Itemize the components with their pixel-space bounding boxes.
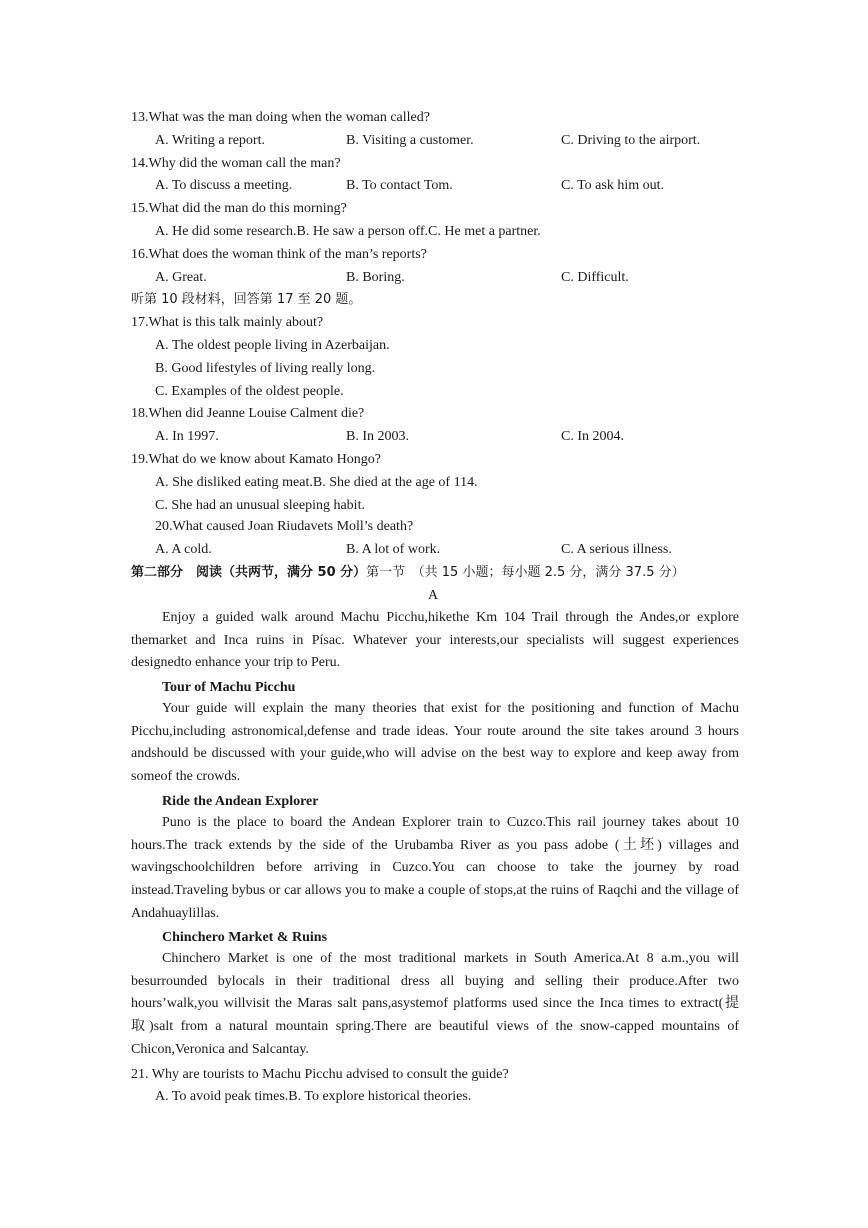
question-15-options: A. He did some research.B. He saw a person off.C. He met a partner. — [155, 224, 541, 239]
passage-intro-text: Enjoy a guided walk around Machu Picchu,hikethe Km 104 Trail through the Andes,or explore themarket and Inca ruins in Písac. Whatever your interests,our specialists will suggest experiences designedto enhance your trip to Peru. — [131, 610, 739, 671]
question-20-option-a: A. A cold. — [155, 542, 212, 557]
question-14-option-a: A. To discuss a meeting. — [155, 178, 293, 193]
paragraph-tour-text: Your guide will explain the many theories that exist for the positioning and function of Machu Picchu,including astronomical,defense and trade ideas. Your route around the site takes around 3 hours andshould be discussed with your guide,who will advise on the best way to explore and keep away from someof the crowds. — [131, 701, 739, 785]
paragraph-chinchero-text: Chinchero Market is one of the most traditional markets in South America.At 8 a.m.,you will besurrounded bylocals in their traditional dress all buying and selling their produce.After two hours’walk,you willvisit the Maras salt pans,asystemof platforms used since the Inca times to extract(提取)salt from a natural mountain spring.There are beautiful views of the snow-capped mountains of Chicon,Veronica and Salcantay. — [131, 951, 739, 1057]
question-17-option-c: C. Examples of the oldest people. — [155, 384, 344, 399]
question-14-option-b: B. To contact Tom. — [346, 178, 453, 193]
paragraph-andean-text: Puno is the place to board the Andean Explorer train to Cuzco.This rail journey takes about 10 hours.The track extends by the side of the Urubamba River as you pass adobe (土坯) villages and wavingschoolchildren before arriving in Cuzco.You can choose to take the journey by road instead.Traveling bybus or car allows you to make a couple of stops,at the ruins of Raqchi and the village of Andahuaylillas. — [131, 815, 739, 921]
question-20-option-b: B. A lot of work. — [346, 542, 441, 557]
question-18-stem: 18.When did Jeanne Louise Calment die? — [131, 406, 365, 421]
question-15-stem: 15.What did the man do this morning? — [131, 201, 347, 216]
question-13-option-c: C. Driving to the airport. — [561, 133, 701, 148]
material-10-instruction: 听第 10 段材料，回答第 17 至 20 题。 — [131, 292, 362, 307]
heading-tour-machu-picchu: Tour of Machu Picchu — [162, 680, 296, 695]
question-20-option-c: C. A serious illness. — [561, 542, 672, 557]
question-20-stem: 20.What caused Joan Riudavets Moll’s death? — [155, 519, 414, 534]
question-19-option-c: C. She had an unusual sleeping habit. — [155, 498, 365, 513]
paragraph-tour — [131, 698, 739, 789]
question-19-stem: 19.What do we know about Kamato Hongo? — [131, 452, 381, 467]
question-17-option-b: B. Good lifestyles of living really long. — [155, 361, 376, 376]
heading-chinchero: Chinchero Market & Ruins — [162, 930, 328, 945]
question-21-stem: 21. Why are tourists to Machu Picchu advised to consult the guide? — [131, 1067, 509, 1082]
question-16-option-a: A. Great. — [155, 270, 207, 285]
passage-label: A — [428, 588, 439, 603]
question-16-option-c: C. Difficult. — [561, 270, 629, 285]
heading-andean-explorer: Ride the Andean Explorer — [162, 794, 319, 809]
paragraph-chinchero — [131, 948, 739, 1062]
question-18-option-c: C. In 2004. — [561, 429, 624, 444]
question-17-option-a: A. The oldest people living in Azerbaijan. — [155, 338, 390, 353]
paragraph-andean — [131, 812, 739, 926]
question-16-option-b: B. Boring. — [346, 270, 405, 285]
question-16-stem: 16.What does the woman think of the man’s reports? — [131, 247, 427, 262]
question-19-options-ab: A. She disliked eating meat.B. She died at the age of 114. — [155, 475, 478, 490]
part-2-title: 第二部分 阅读（共两节，满分 50 分） — [131, 565, 367, 580]
question-18-option-b: B. In 2003. — [346, 429, 409, 444]
passage-intro — [131, 607, 739, 675]
question-14-option-c: C. To ask him out. — [561, 178, 664, 193]
part-2-heading — [131, 564, 685, 582]
part-2-subtitle: 第一节 （共 15 小题；每小题 2.5 分，满分 37.5 分） — [366, 565, 685, 580]
question-21-options-ab: A. To avoid peak times.B. To explore historical theories. — [155, 1089, 472, 1104]
question-14-stem: 14.Why did the woman call the man? — [131, 156, 341, 171]
question-13-option-b: B. Visiting a customer. — [346, 133, 474, 148]
question-18-option-a: A. In 1997. — [155, 429, 219, 444]
question-17-stem: 17.What is this talk mainly about? — [131, 315, 324, 330]
question-13-option-a: A. Writing a report. — [155, 133, 265, 148]
question-13-stem: 13.What was the man doing when the woman called? — [131, 110, 430, 125]
